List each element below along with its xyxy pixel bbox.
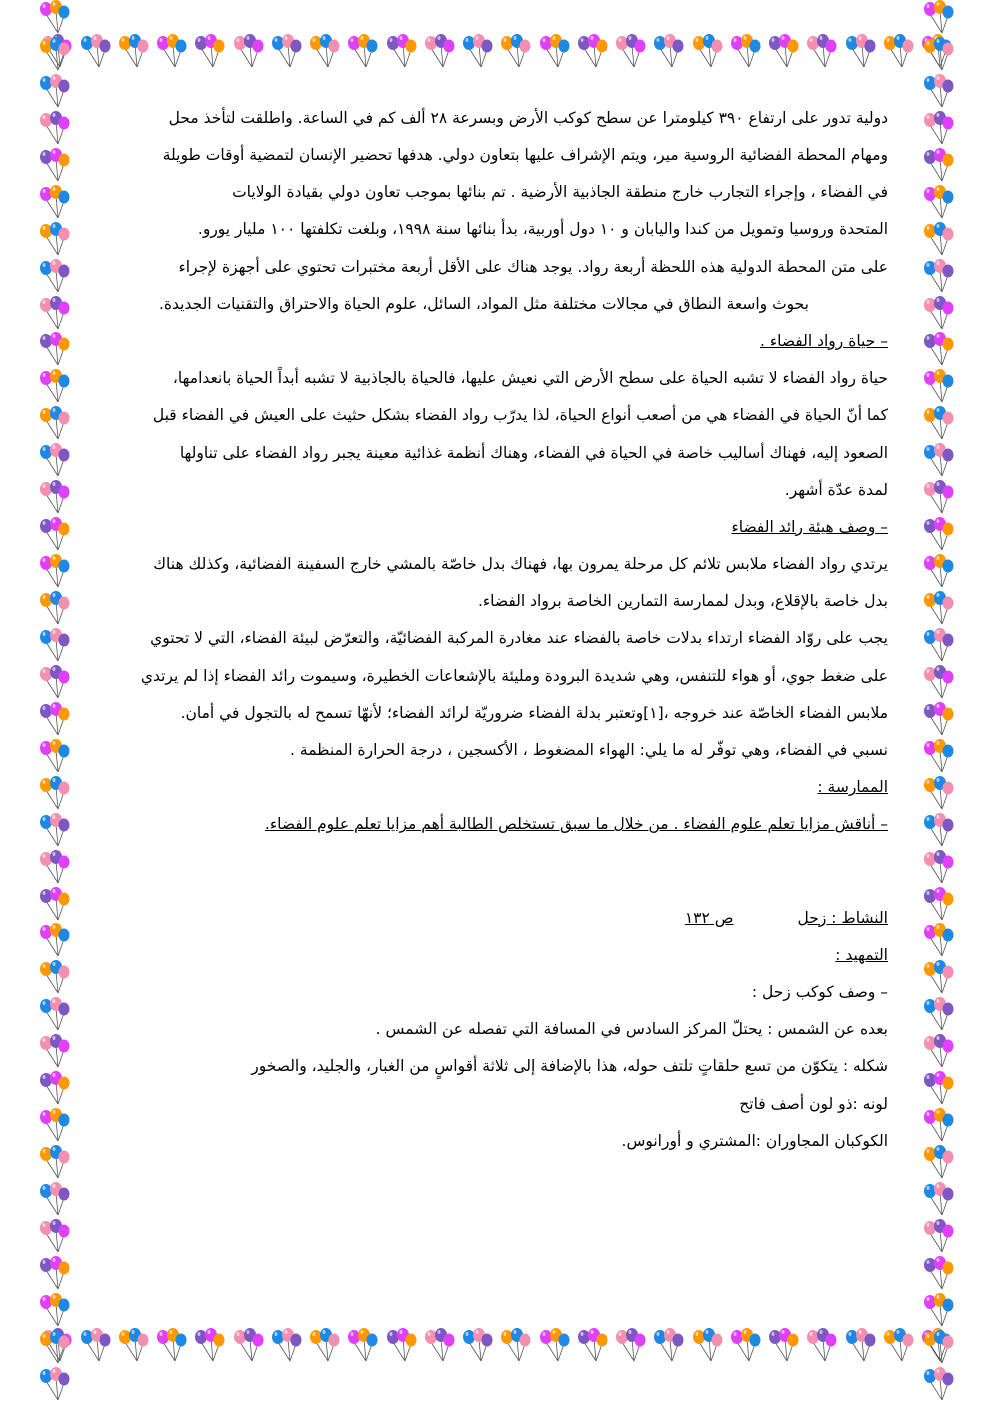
line-text: شكله : يتكوّن من تسع حلقاتٍ تلتف حوله، هذا بالإضافة إلى ثلاثة أقواسٍ من الغبار، والجليد، والصخور [251,1057,888,1076]
balloons-icon [920,517,956,553]
balloons-icon [36,259,72,295]
balloons-icon [36,332,72,368]
balloons-icon [880,1328,916,1364]
balloons-icon [920,185,956,221]
text-line [80,695,888,732]
activity-title-row [80,900,888,937]
line-text: الصعود إليه، فهناك أساليب خاصة في الحياة في الفضاء، وهناك أنظمة غذائية معينة يجبر رواد الفضاء على تناولها [179,443,888,462]
saturn-description [80,974,888,1160]
text-line [80,137,888,174]
line-text: في الفضاء ، وإجراء التجارب خارج منطقة الجاذبية الأرضية . تم بنائها بموجب تعاون دولي بقيادة الولايات [232,183,888,202]
balloons-icon [115,1328,151,1364]
balloons-icon [727,1328,763,1364]
balloons-icon [36,406,72,442]
balloons-icon [920,739,956,775]
line-text: نسبي في الفضاء، وهي توفّر له ما يلي: الهواء المضغوط ، الأكسجين ، درجة الحرارة المنظمة . [290,741,888,760]
text-line [80,360,888,397]
balloons-icon [36,1182,72,1218]
line-text: المتحدة وروسيا وتمويل من كندا واليابان و ١٠ دول أوربية، بدأ بنائها سنة ١٩٩٨، وبلغت تكلفتها ١٠٠ مليار يورو. [197,220,888,239]
section-heading-life [80,323,888,360]
balloons-icon [920,222,956,258]
balloons-icon [36,443,72,479]
text-line [80,546,888,583]
text-line [80,732,888,769]
text-line [80,1049,888,1086]
text-line [80,398,888,435]
line-text: دولية تدور على ارتفاع ٣٩٠ كيلومترا عن سطح كوكب الأرض وبسرعة ٢٨ ألف كم في الساعة. واطلقت لتأخذ محل [168,108,888,127]
line-text: لمدة عدّة أشهر. [784,480,888,499]
border-top [38,34,954,72]
text-line [80,286,888,323]
balloons-icon [920,74,956,110]
activity-label: النشاط : زحل [797,908,888,927]
balloons-icon [36,296,72,332]
balloons-icon [36,1034,72,1070]
balloons-icon [421,1328,457,1364]
line-text: بدل خاصة بالإقلاع، وبدل لممارسة التمارين الخاصة برواد الفضاء. [477,592,888,611]
balloons-icon [765,1328,801,1364]
balloons-icon [36,702,72,738]
line-text: ومهام المحطة الفضائية الروسية مير، ويتم الإشراف عليها بتعاون دولي. هدفها تحضير الإنسان لتمضية أوقات طويلة [162,146,888,165]
text-line [80,1123,888,1160]
balloons-icon [36,997,72,1033]
balloons-icon [421,34,457,70]
line-text: لونه :ذو لون أصف فاتح [739,1094,888,1113]
balloons-icon [36,37,72,73]
balloons-icon [536,34,572,70]
balloons-icon [803,1328,839,1364]
balloons-icon [920,591,956,627]
balloons-icon [920,148,956,184]
balloons-icon [920,665,956,701]
balloons-icon [920,0,956,36]
balloons-icon [36,0,72,36]
balloons-icon [497,34,533,70]
balloons-icon [191,1328,227,1364]
line-text: يجب على روّاد الفضاء ارتداء بدلات خاصة بالفضاء عند مغادرة المركبة الفضائيّة، والتعرّض لبيئة الفضاء، التي لا تحتوي [150,629,888,648]
balloons-icon [36,850,72,886]
balloons-icon [36,1256,72,1292]
balloons-icon [536,1328,572,1364]
balloons-icon [153,34,189,70]
spacer [80,844,888,900]
life-paragraph [80,360,888,509]
balloons-icon [920,111,956,147]
border-bottom [38,1328,954,1366]
intro-paragraph [80,100,888,323]
balloons-icon [920,850,956,886]
balloons-icon [230,1328,266,1364]
balloons-icon [36,517,72,553]
balloons-icon [842,34,878,70]
balloons-icon [765,34,801,70]
text-line [80,658,888,695]
line-text: بعده عن الشمس : يحتلّ المركز السادس في المسافة التي تفصله عن الشمس . [375,1020,888,1039]
balloons-icon [920,628,956,664]
balloons-icon [77,1328,113,1364]
text-line [80,472,888,509]
balloons-icon [36,1145,72,1181]
balloons-icon [36,554,72,590]
balloons-icon [920,997,956,1033]
suit-paragraph [80,546,888,769]
balloons-icon [727,34,763,70]
balloons-icon [153,1328,189,1364]
border-right [918,0,956,1403]
balloons-icon [36,1108,72,1144]
text-line [80,621,888,658]
text-line [80,974,888,1011]
balloons-icon [612,34,648,70]
balloons-icon [880,34,916,70]
balloons-icon [920,554,956,590]
balloons-icon [36,591,72,627]
balloons-icon [383,1328,419,1364]
balloons-icon [920,1108,956,1144]
balloons-icon [574,1328,610,1364]
balloons-icon [383,34,419,70]
balloons-icon [268,34,304,70]
balloons-icon [920,960,956,996]
document-body [80,100,888,1160]
balloons-icon [920,443,956,479]
text-line [80,583,888,620]
activity-page: ص ١٣٢ [684,908,734,927]
balloons-icon [36,148,72,184]
balloons-icon [920,1293,956,1329]
text-line [80,1086,888,1123]
balloons-icon [920,887,956,923]
line-text: الكوكبان المجاوران :المشتري و أورانوس. [621,1131,888,1150]
balloons-icon [842,1328,878,1364]
practice-task [80,807,888,844]
practice-heading [80,769,888,806]
balloons-icon [497,1328,533,1364]
balloons-icon [920,813,956,849]
balloons-icon [650,34,686,70]
balloons-icon [689,34,725,70]
balloons-icon [36,1219,72,1255]
balloons-icon [920,296,956,332]
heading-text: الممارسة : [817,778,888,797]
balloons-icon [612,1328,648,1364]
balloons-icon [920,1071,956,1107]
balloons-icon [920,923,956,959]
balloons-icon [459,34,495,70]
balloons-icon [36,1367,72,1403]
heading-text: – حياة رواد الفضاء . [760,331,888,350]
balloons-icon [920,1182,956,1218]
line-text: – وصف كوكب زحل : [751,982,888,1001]
line-text: على ضغط جوي، أو هواء للتنفس، وهي شديدة البرودة ومليئة بالإشعاعات الخطيرة، وسيموت رائد الفضاء إذا لم يرتدي [140,666,888,685]
balloons-icon [268,1328,304,1364]
balloons-icon [344,1328,380,1364]
balloons-icon [920,1219,956,1255]
balloons-icon [920,702,956,738]
line-text: بحوث واسعة النطاق في مجالات مختلفة مثل المواد، السائل، علوم الحياة والاحتراق والتقنيات الجديدة. [158,294,809,313]
balloons-icon [920,1330,956,1366]
balloons-icon [306,1328,342,1364]
balloons-icon [36,813,72,849]
balloons-icon [36,1330,72,1366]
line-text: يرتدي رواد الفضاء ملابس تلائم كل مرحلة يمرون بها، فهناك بدل خاصّة بالمشي خارج السفينة الفضائية، وكذلك هناك [153,555,888,574]
text-line [80,1011,888,1048]
balloons-icon [920,1256,956,1292]
balloons-icon [920,369,956,405]
text-line [80,435,888,472]
balloons-icon [920,480,956,516]
text-line [80,212,888,249]
text-line [80,100,888,137]
balloons-icon [574,34,610,70]
balloons-icon [36,1071,72,1107]
heading-text: – وصف هيئة رائد الفضاء [731,517,888,536]
balloons-icon [36,1293,72,1329]
balloons-icon [36,628,72,664]
balloons-icon [920,776,956,812]
border-left [34,0,72,1403]
balloons-icon [459,1328,495,1364]
line-text: حياة رواد الفضاء لا تشبه الحياة على سطح الأرض التي نعيش عليها، فالحياة بالجاذبية لا تشبه أبداً الحياة بانعدامها، [172,369,888,388]
balloons-icon [36,887,72,923]
intro-heading [80,937,888,974]
balloons-icon [920,406,956,442]
balloons-icon [36,776,72,812]
balloons-icon [230,34,266,70]
balloons-icon [36,665,72,701]
balloons-icon [36,739,72,775]
balloons-icon [689,1328,725,1364]
line-text: ملابس الفضاء الخاصّة عند خروجه ،[١]وتعتبر بدلة الفضاء ضروريّة لرائد الفضاء؛ لأنهّا تسمح له بالتجول في أمان. [180,703,888,722]
balloons-icon [115,34,151,70]
balloons-icon [920,1034,956,1070]
line-text: كما أنّ الحياة في الفضاء هي من أصعب أنواع الحياة، لذا يدرّب رواد الفضاء بشكل حثيث على العيش في الفضاء قبل [152,406,888,425]
section-heading-suit [80,509,888,546]
balloons-icon [36,185,72,221]
balloons-icon [36,74,72,110]
balloons-icon [77,34,113,70]
balloons-icon [920,1367,956,1403]
balloons-icon [36,480,72,516]
balloons-icon [36,222,72,258]
balloons-icon [36,960,72,996]
balloons-icon [191,34,227,70]
text-line [80,249,888,286]
balloons-icon [920,332,956,368]
text-line [80,174,888,211]
balloons-icon [344,34,380,70]
balloons-icon [650,1328,686,1364]
balloons-icon [36,923,72,959]
balloons-icon [36,111,72,147]
task-text: – أناقش مزايا تعلم علوم الفضاء . من خلال ما سبق تستخلص الطالبة أهم مزايا تعلم علوم الفضاء. [264,815,888,834]
balloons-icon [920,37,956,73]
balloons-icon [920,1145,956,1181]
balloons-icon [306,34,342,70]
balloons-icon [36,369,72,405]
line-text: على متن المحطة الدولية هذه اللحظة أربعة رواد. يوجد هناك على الأقل أربعة مختبرات تحتوي على أجهزة لإجراء [178,257,888,276]
heading-text: التمهيد : [835,945,888,964]
balloons-icon [920,259,956,295]
balloons-icon [803,34,839,70]
